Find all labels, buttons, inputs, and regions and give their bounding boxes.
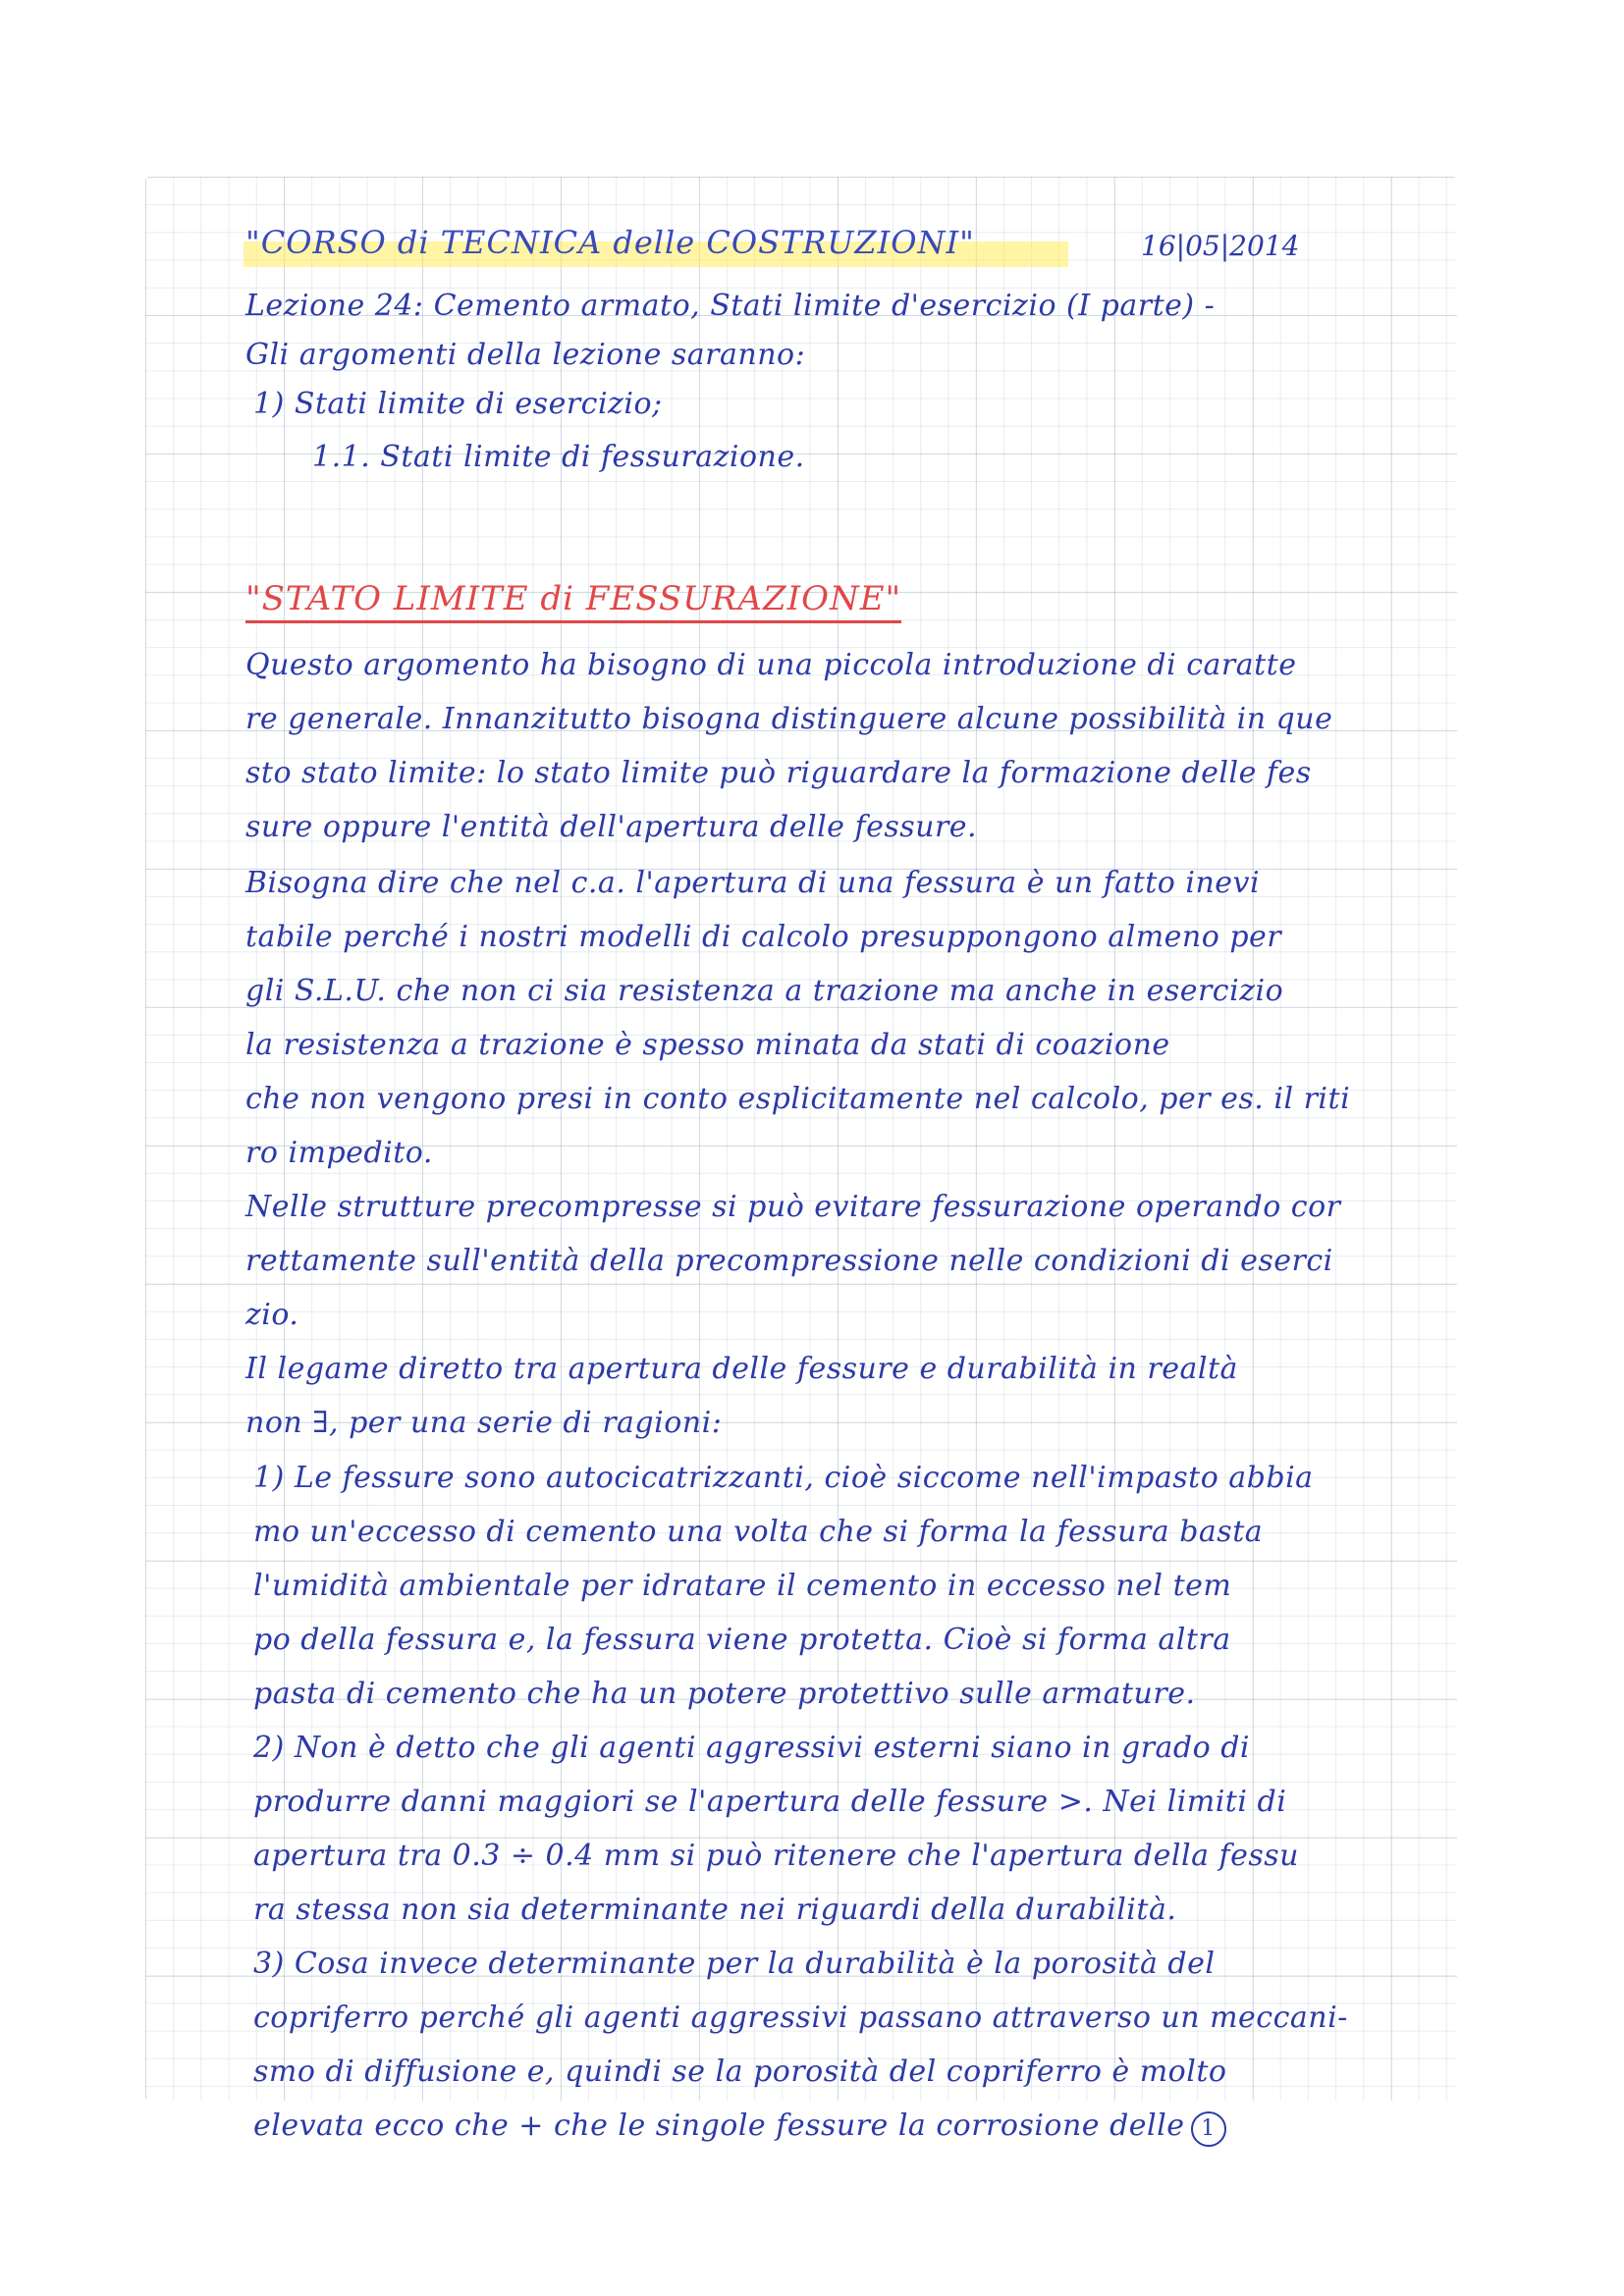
- body-line: Nelle strutture precompresse si può evitare fessurazione operando cor: [245, 1190, 1341, 1224]
- reason-line: l'umidità ambientale per idratare il cemento in eccesso nel tem: [253, 1569, 1232, 1603]
- reason-line: mo un'eccesso di cemento una volta che si forma la fessura basta: [253, 1515, 1264, 1549]
- section-heading: "STATO LIMITE di FESSURAZIONE": [245, 579, 901, 623]
- lesson-line: Lezione 24: Cemento armato, Stati limite d'esercizio (I parte) -: [245, 289, 1216, 323]
- reason-line: 2) Non è detto che gli agenti aggressivi esterni siano in grado di: [253, 1731, 1251, 1765]
- body-line: tabile perché i nostri modelli di calcolo presuppongono almeno per: [245, 920, 1282, 954]
- reason-line: pasta di cemento che ha un potere protettivo sulle armature.: [253, 1677, 1196, 1711]
- body-line: Questo argomento ha bisogno di una piccola introduzione di caratte: [245, 648, 1297, 682]
- topic-1: 1) Stati limite di esercizio;: [253, 387, 663, 421]
- reason-line-last: [253, 2107, 1412, 2147]
- reason-line: apertura tra 0.3 ÷ 0.4 mm si può ritenere che l'apertura della fessu: [253, 1839, 1299, 1873]
- reason-line: produrre danni maggiori se l'apertura delle fessure >. Nei limiti di: [253, 1785, 1287, 1819]
- reason-line: 1) Le fessure sono autocicatrizzanti, cioè siccome nell'impasto abbia: [253, 1461, 1314, 1495]
- topic-1-1: 1.1. Stati limite di fessurazione.: [312, 440, 805, 474]
- lesson-date: 16|05|2014: [1141, 230, 1300, 262]
- body-line: Il legame diretto tra apertura delle fessure e durabilità in realtà: [245, 1352, 1238, 1386]
- body-line: la resistenza a trazione è spesso minata da stati di coazione: [245, 1028, 1170, 1062]
- body-line: re generale. Innanzitutto bisogna distinguere alcune possibilità in que: [245, 702, 1333, 736]
- body-line: non ∃, per una serie di ragioni:: [245, 1406, 723, 1440]
- body-line: gli S.L.U. che non ci sia resistenza a trazione ma anche in esercizio: [245, 974, 1284, 1008]
- course-title: "CORSO di TECNICA delle COSTRUZIONI": [245, 224, 975, 261]
- reason-line: copriferro perché gli agenti aggressivi passano attraverso un meccani-: [253, 2001, 1348, 2035]
- body-line: rettamente sull'entità della precompressione nelle condizioni di eserci: [245, 1244, 1333, 1278]
- body-line: Bisogna dire che nel c.a. l'apertura di una fessura è un fatto inevi: [245, 866, 1261, 900]
- reason-line-text: elevata ecco che + che le singole fessure la corrosione delle: [253, 2109, 1185, 2143]
- body-line: ro impedito.: [245, 1136, 433, 1170]
- reason-line: po della fessura e, la fessura viene protetta. Cioè si forma altra: [253, 1623, 1231, 1657]
- body-line: che non vengono presi in conto esplicitamente nel calcolo, per es. il riti: [245, 1082, 1351, 1116]
- reason-line: smo di diffusione e, quindi se la porosità del copriferro è molto: [253, 2055, 1227, 2089]
- topics-line: Gli argomenti della lezione saranno:: [245, 338, 806, 372]
- body-line: zio.: [245, 1298, 299, 1332]
- reason-line: 3) Cosa invece determinante per la durabilità è la porosità del: [253, 1947, 1216, 1981]
- body-line: sure oppure l'entità dell'apertura delle fessure.: [245, 810, 978, 844]
- body-line: sto stato limite: lo stato limite può riguardare la formazione delle fes: [245, 756, 1312, 790]
- reason-line: ra stessa non sia determinante nei riguardi della durabilità.: [253, 1893, 1177, 1927]
- page-number-marker: 1: [1191, 2111, 1226, 2147]
